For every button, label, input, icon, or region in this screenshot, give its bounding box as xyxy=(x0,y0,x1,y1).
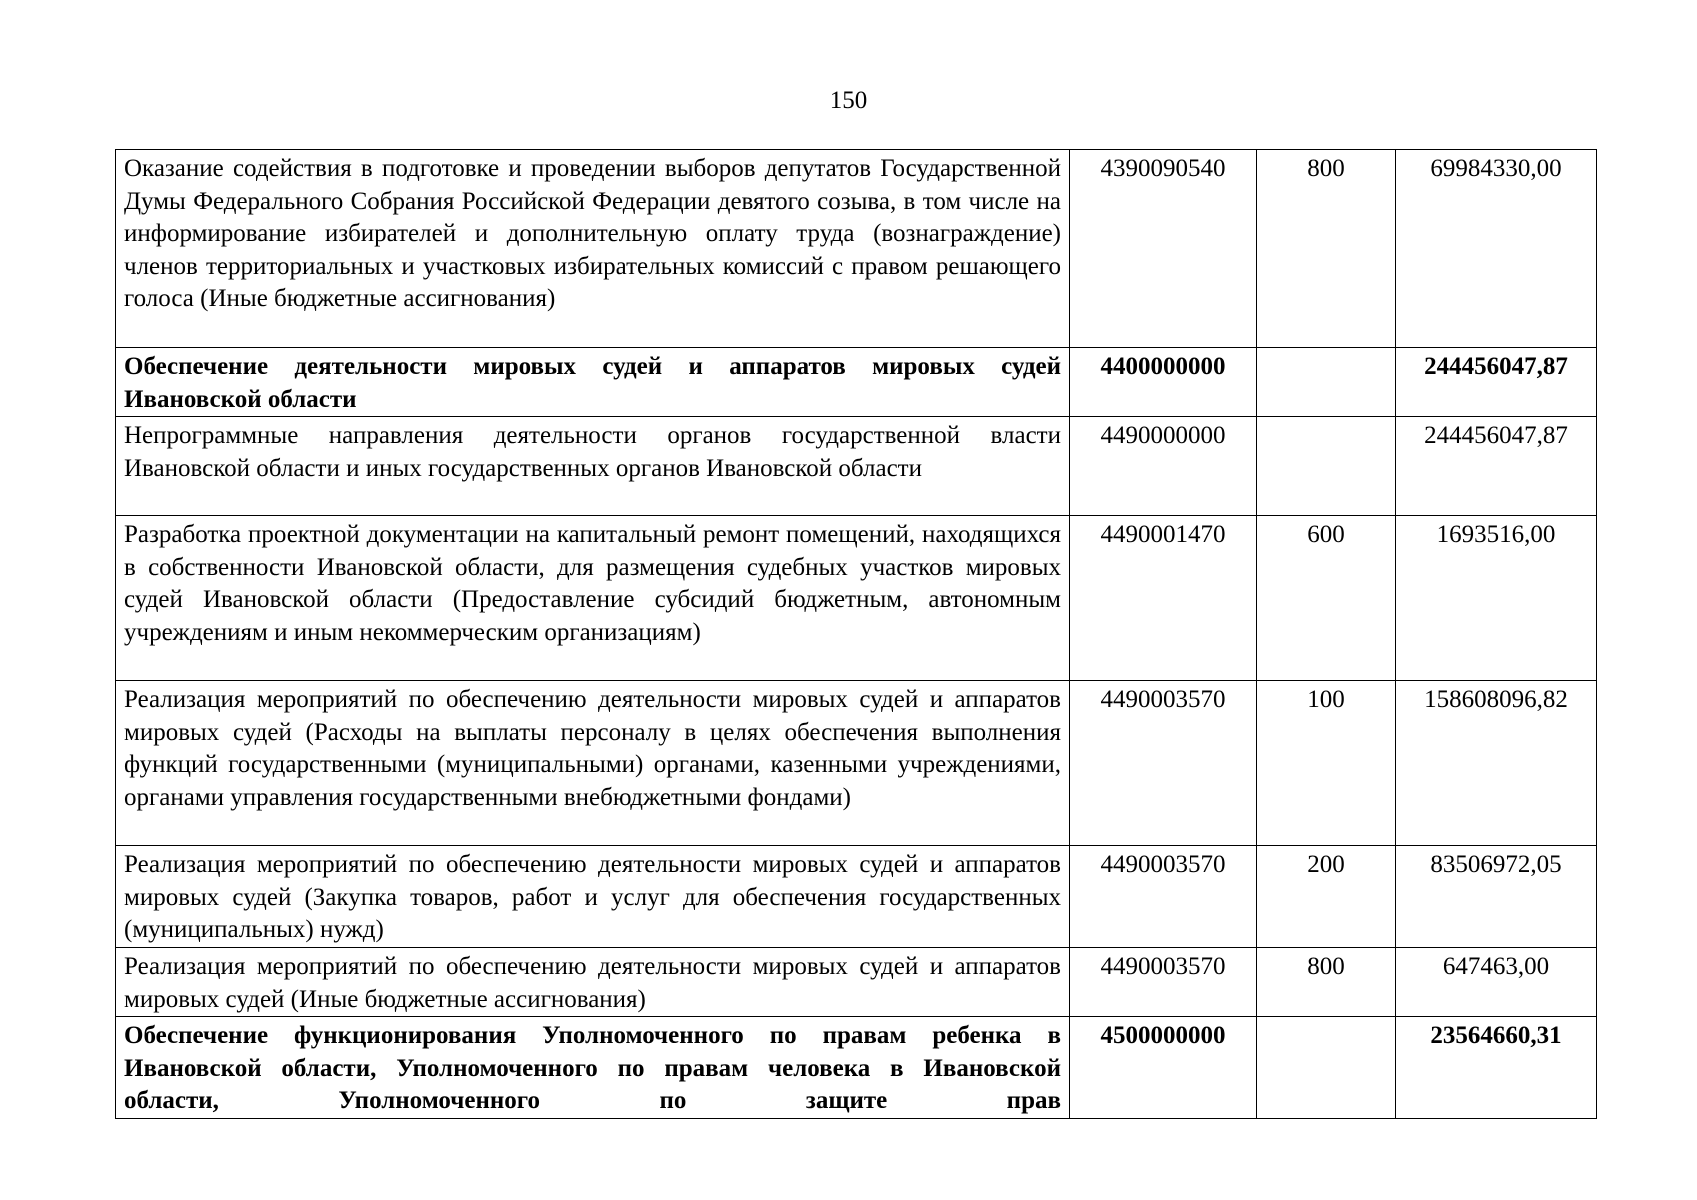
amount-cell: 158608096,82 xyxy=(1396,681,1597,846)
target-code-cell: 4490003570 xyxy=(1070,846,1257,948)
page-number: 150 xyxy=(829,87,868,114)
amount-cell: 647463,00 xyxy=(1396,947,1597,1016)
expense-name-cell: Реализация мероприятий по обеспечению деятельности мировых судей и аппаратов мировых судей (Закупка товаров, работ и услуг для обеспечения государственных (муниципальных) нужд) xyxy=(116,846,1070,948)
budget-table xyxy=(115,149,1597,1119)
expense-name-cell: Непрограммные направления деятельности органов государственной власти Ивановской области и иных государственных органов Ивановской области xyxy=(116,417,1070,516)
table-row xyxy=(116,417,1597,516)
expense-name-cell: Обеспечение функционирования Уполномоченного по правам ребенка в Ивановской области, Уполномоченного по правам человека в Ивановской области, Уполномоченного по защите прав xyxy=(116,1017,1070,1119)
target-code-cell: 4490001470 xyxy=(1070,516,1257,681)
table-row xyxy=(116,348,1597,417)
target-code-cell: 4490003570 xyxy=(1070,681,1257,846)
budget-table-body xyxy=(116,150,1597,1119)
expense-name-cell: Разработка проектной документации на капитальный ремонт помещений, находящихся в собственности Ивановской области, для размещения судебных участков мировых судей Ивановской области (Предоставление субсидий бюджетным, автономным учреждениям и иным некоммерческим организациям) xyxy=(116,516,1070,681)
table-row xyxy=(116,150,1597,348)
expense-type-cell xyxy=(1257,417,1396,516)
expense-type-cell: 600 xyxy=(1257,516,1396,681)
amount-cell: 23564660,31 xyxy=(1396,1017,1597,1119)
amount-cell: 1693516,00 xyxy=(1396,516,1597,681)
amount-cell: 244456047,87 xyxy=(1396,348,1597,417)
expense-type-cell: 800 xyxy=(1257,947,1396,1016)
expense-type-cell: 100 xyxy=(1257,681,1396,846)
target-code-cell: 4500000000 xyxy=(1070,1017,1257,1119)
expense-type-cell xyxy=(1257,348,1396,417)
target-code-cell: 4490003570 xyxy=(1070,947,1257,1016)
table-row xyxy=(116,516,1597,681)
target-code-cell: 4400000000 xyxy=(1070,348,1257,417)
target-code-cell: 4390090540 xyxy=(1070,150,1257,348)
table-row xyxy=(116,681,1597,846)
expense-name-cell: Обеспечение деятельности мировых судей и аппаратов мировых судей Ивановской области xyxy=(116,348,1070,417)
amount-cell: 244456047,87 xyxy=(1396,417,1597,516)
expense-type-cell xyxy=(1257,1017,1396,1119)
amount-cell: 69984330,00 xyxy=(1396,150,1597,348)
expense-type-cell: 800 xyxy=(1257,150,1396,348)
expense-name-cell: Реализация мероприятий по обеспечению деятельности мировых судей и аппаратов мировых судей (Иные бюджетные ассигнования) xyxy=(116,947,1070,1016)
table-row xyxy=(116,1017,1597,1119)
table-row xyxy=(116,846,1597,948)
expense-name-cell: Реализация мероприятий по обеспечению деятельности мировых судей и аппаратов мировых судей (Расходы на выплаты персоналу в целях обеспечения выполнения функций государственными (муниципальными) органами, казенными учреждениями, органами управления государственными внебюджетными фондами) xyxy=(116,681,1070,846)
expense-type-cell: 200 xyxy=(1257,846,1396,948)
amount-cell: 83506972,05 xyxy=(1396,846,1597,948)
expense-name-cell: Оказание содействия в подготовке и проведении выборов депутатов Государственной Думы Федерального Собрания Российской Федерации девятого созыва, в том числе на информирование избирателей и дополнительную оплату труда (вознаграждение) членов территориальных и участковых избирательных комиссий с правом решающего голоса (Иные бюджетные ассигнования) xyxy=(116,150,1070,348)
target-code-cell: 4490000000 xyxy=(1070,417,1257,516)
table-row xyxy=(116,947,1597,1016)
